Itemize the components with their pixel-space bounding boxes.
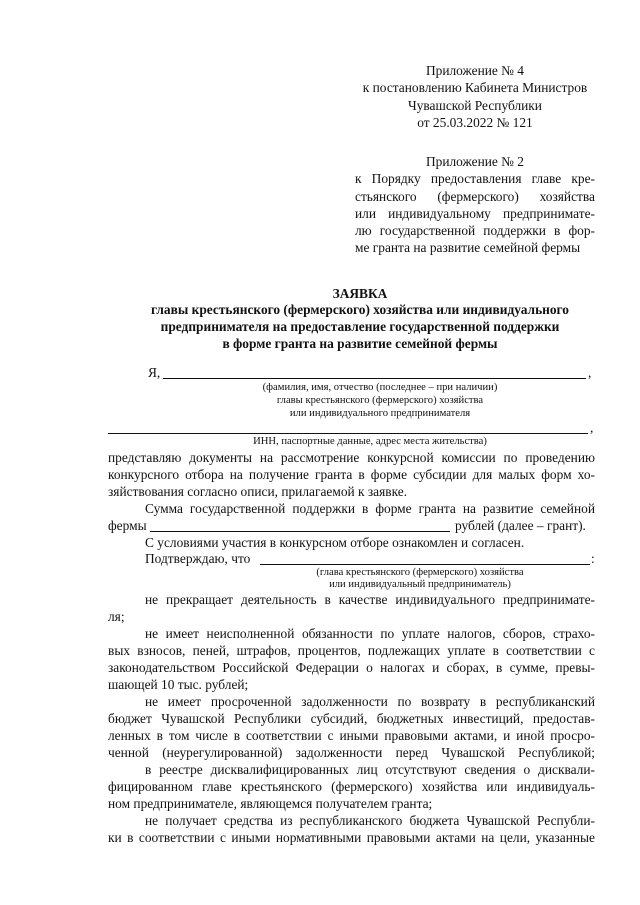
appendix-4-line: к постановлению Кабинета Министров [362, 80, 588, 96]
grant-sum-suffix: рублей (далее – грант). [455, 518, 586, 533]
appendix-4-line: Чувашской Республики [408, 97, 542, 113]
comma: , [588, 365, 592, 380]
applicant-details-field[interactable] [108, 433, 588, 434]
condition-item-line: вых взносов, пеней, штрафов, процентов, подлежащих уплате в соответствии с [108, 643, 595, 658]
appendix-4-block [355, 62, 595, 131]
document-title: ЗАЯВКА [332, 286, 388, 301]
confirm-label: Подтверждаю, что [145, 551, 251, 566]
condition-item-line: ля; [108, 609, 125, 624]
condition-item-line: не прекращает деятельность в качестве индивидуального предпринимате- [145, 592, 595, 607]
heading-line: главы крестьянского (фермерского) хозяйства или индивидуального [150, 302, 570, 317]
field-caption: (глава крестьянского (фермерского) хозяйства [316, 567, 524, 578]
grant-sum-prefix: фермы [108, 518, 147, 533]
appendix-2-line: или индивидуальному предпринимате- [355, 205, 595, 221]
grant-sum-field[interactable] [150, 531, 450, 532]
condition-item-line: не имеет просроченной задолженности по возврату в республиканский [145, 694, 595, 709]
field-caption: главы крестьянского (фермерского) хозяйства [276, 395, 484, 406]
condition-item-line: ленных в том числе в соответствии с иными правовыми актами, и иной просро- [108, 728, 595, 743]
colon: : [591, 551, 595, 566]
condition-item-line: шающей 10 тыс. рублей; [108, 677, 249, 692]
appendix-2-line: стьянского (фермерского) хозяйства [355, 188, 595, 204]
applicant-name-field[interactable] [163, 378, 586, 379]
grant-sum-line: Сумма государственной поддержки в форме гранта на развитие семейной [145, 501, 595, 516]
comma: , [590, 420, 594, 435]
condition-item-line: ченной (неурегулированной) задолженности перед Чувашской Республикой; [108, 745, 595, 760]
appendix-4-date: от 25.03.2022 № 121 [417, 114, 533, 130]
field-caption: (фамилия, имя, отчество (последнее – при наличии) [262, 382, 498, 393]
condition-item-line: не имеет неисполненной обязанности по уплате налогов, сборов, страхо- [145, 626, 595, 641]
paragraph-line: конкурсного отбора на получение гранта в форме субсидии для малых форм хо- [108, 467, 595, 482]
field-caption: или индивидуального предпринимателя [289, 408, 471, 419]
paragraph-line: представляю документы на рассмотрение конкурсной комиссии по проведению [108, 450, 595, 465]
condition-item-line: ки в соответствии с иными нормативными правовыми актами на цели, указанные [108, 830, 595, 845]
appendix-2-block [355, 153, 595, 257]
heading-line: в форме гранта на развитие семейной фермы [222, 336, 498, 351]
paragraph-line: зяйствования согласно описи, прилагаемой к заявке. [108, 484, 408, 499]
condition-item-line: не получает средства из республиканского бюджета Чувашской Республи- [145, 813, 595, 828]
ya-label: Я, [148, 365, 161, 380]
field-caption: ИНН, паспортные данные, адрес места жительства) [253, 436, 487, 447]
heading-line: предпринимателя на предоставление государственной поддержки [160, 319, 560, 334]
appendix-2-title: Приложение № 2 [425, 154, 525, 169]
appendix-2-line: ме гранта на развитие семейной фермы [355, 240, 581, 256]
field-caption: или индивидуальный предприниматель) [329, 579, 511, 590]
condition-item-line: фицированном главе крестьянского (фермерского) хозяйства или индивидуаль- [108, 779, 595, 794]
condition-item-line: бюджет Чувашской Республики субсидий, бюджетных инвестиций, предостав- [108, 711, 595, 726]
condition-item-line: законодательством Российской Федерации о налогах и сборах, в сумме, превы- [108, 660, 595, 675]
appendix-4-line: Приложение № 4 [425, 63, 525, 78]
condition-item-line: ном предпринимателе, являющемся получателем гранта; [108, 796, 433, 811]
confirm-subject-field[interactable] [260, 564, 590, 565]
appendix-2-line: лю государственной поддержки в фор- [355, 223, 595, 239]
condition-item-line: в реестре дисквалифицированных лиц отсутствуют сведения о дисквали- [145, 762, 595, 777]
conditions-text: С условиями участия в конкурсном отборе ознакомлен и согласен. [145, 535, 525, 550]
appendix-2-line: к Порядку предоставления главе кре- [355, 171, 595, 187]
